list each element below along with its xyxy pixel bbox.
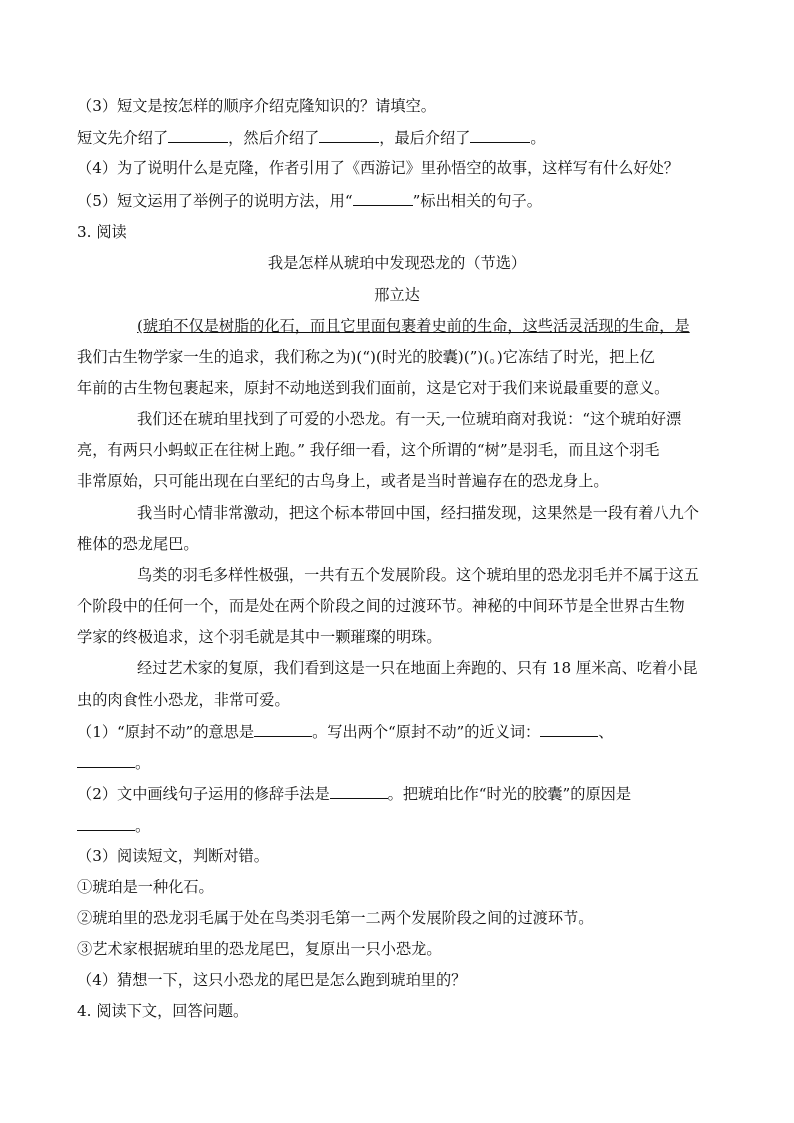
subq-4: （4）猜想一下，这只小恐龙的尾巴是怎么跑到琥珀里的？ bbox=[77, 971, 467, 989]
sq1-c: 、 bbox=[598, 723, 614, 741]
q4: （4）为了说明什么是克隆，作者引用了《西游记》里孙悟空的故事，这样写有什么好处？ bbox=[77, 159, 679, 177]
q3-fill-line bbox=[77, 127, 717, 148]
subq-3: （3）阅读短文，判断对错。 bbox=[77, 847, 269, 865]
blank-sq2-reason[interactable] bbox=[77, 815, 135, 831]
q3-fill-d: 。 bbox=[530, 129, 546, 147]
section-4-label: 4. 阅读下文，回答问题。 bbox=[77, 1002, 249, 1020]
blank-sq2-rhetoric[interactable] bbox=[330, 783, 388, 799]
q3-fill-b: ，然后介绍了 bbox=[228, 129, 320, 147]
p1-line-1 bbox=[77, 316, 717, 336]
section-3-label: 3. 阅读 bbox=[77, 223, 127, 241]
q3-header: （3）短文是按怎样的顺序介绍克隆知识的？请填空。 bbox=[77, 97, 436, 115]
p5-line-1: 经过艺术家的复原，我们看到这是一只在地面上奔跑的、只有 18 厘米高、吃着小昆 bbox=[137, 659, 698, 677]
sq1-a: （1）“原封不动”的意思是 bbox=[77, 723, 255, 741]
blank-3[interactable] bbox=[470, 127, 530, 143]
sq2-b: 。把琥珀比作“时光的胶囊”的原因是 bbox=[387, 785, 632, 803]
q5-a: （5）短文运用了举例子的说明方法，用“ bbox=[77, 192, 353, 210]
p4-line-2: 个阶段中的任何一个，而是处在两个阶段之间的过渡环节。神秘的中间环节是全世界古生物 bbox=[77, 597, 685, 615]
blank-sq1-syn2[interactable] bbox=[77, 752, 135, 768]
p4-line-3: 学家的终极追求，这个羽毛就是其中一颗璀璨的明珠。 bbox=[77, 628, 442, 646]
article-author: 邢立达 bbox=[374, 286, 420, 304]
subq-1 bbox=[77, 721, 717, 742]
p1-line-3: 年前的古生物包裹起来，原封不动地送到我们面前，这是它对于我们来说最重要的意义。 bbox=[77, 379, 670, 397]
judge-2: ②琥珀里的恐龙羽毛属于处在鸟类羽毛第一二两个发展阶段之间的过渡环节。 bbox=[77, 909, 594, 927]
p3-line-1: 我当时心情非常激动，把这个标本带回中国，经扫描发现，这果然是一段有着八九个 bbox=[137, 504, 699, 522]
p2-line-2: 亮，有两只小蚂蚁正在往树上跑。” 我仔细一看，这个所谓的“树”是羽毛，而且这个羽毛 bbox=[77, 441, 660, 459]
p2-line-3: 非常原始，只可能出现在白垩纪的古鸟身上，或者是当时普遍存在的恐龙身上。 bbox=[77, 472, 609, 490]
subq-1-cont bbox=[77, 752, 717, 773]
p2-line-1: 我们还在琥珀里找到了可爱的小恐龙。有一天,一位琥珀商对我说：“这个琥珀好漂 bbox=[137, 410, 682, 428]
p4-line-1: 鸟类的羽毛多样性极强，一共有五个发展阶段。这个琥珀里的恐龙羽毛并不属于这五 bbox=[137, 566, 699, 584]
blank-q5[interactable] bbox=[353, 190, 413, 206]
judge-3: ③艺术家根据琥珀里的恐龙尾巴，复原出一只小恐龙。 bbox=[77, 940, 442, 958]
underlined-sentence: (琥珀不仅是树脂的化石，而且它里面包裹着史前的生命，这些活灵活现的生命，是 bbox=[137, 317, 690, 335]
q3-fill-c: ，最后介绍了 bbox=[379, 129, 471, 147]
blank-1[interactable] bbox=[168, 127, 228, 143]
judge-1: ①琥珀是一种化石。 bbox=[77, 878, 214, 896]
p3-line-2: 椎体的恐龙尾巴。 bbox=[77, 535, 199, 553]
article-title: 我是怎样从琥珀中发现恐龙的（节选） bbox=[267, 254, 527, 272]
sq2-a: （2）文中画线句子运用的修辞手法是 bbox=[77, 785, 330, 803]
p5-line-2: 虫的肉食性小恐龙，非常可爱。 bbox=[77, 691, 290, 709]
q3-fill-a: 短文先介绍了 bbox=[77, 129, 169, 147]
q5 bbox=[77, 190, 717, 211]
blank-sq1-syn1[interactable] bbox=[540, 721, 598, 737]
subq-2-cont bbox=[77, 815, 717, 836]
subq-2 bbox=[77, 783, 717, 804]
sq1-b: 。写出两个“原封不动”的近义词： bbox=[312, 723, 541, 741]
blank-2[interactable] bbox=[319, 127, 379, 143]
blank-sq1-meaning[interactable] bbox=[254, 721, 312, 737]
p1-line-2: 我们古生物学家一生的追求，我们称之为)(“)(时光的胶囊)(”)(。)它冻结了时光，把上亿 bbox=[77, 348, 655, 366]
sq1-d: 。 bbox=[135, 754, 151, 772]
sq2-c: 。 bbox=[135, 817, 151, 835]
q5-b: ”标出相关的句子。 bbox=[412, 192, 542, 210]
